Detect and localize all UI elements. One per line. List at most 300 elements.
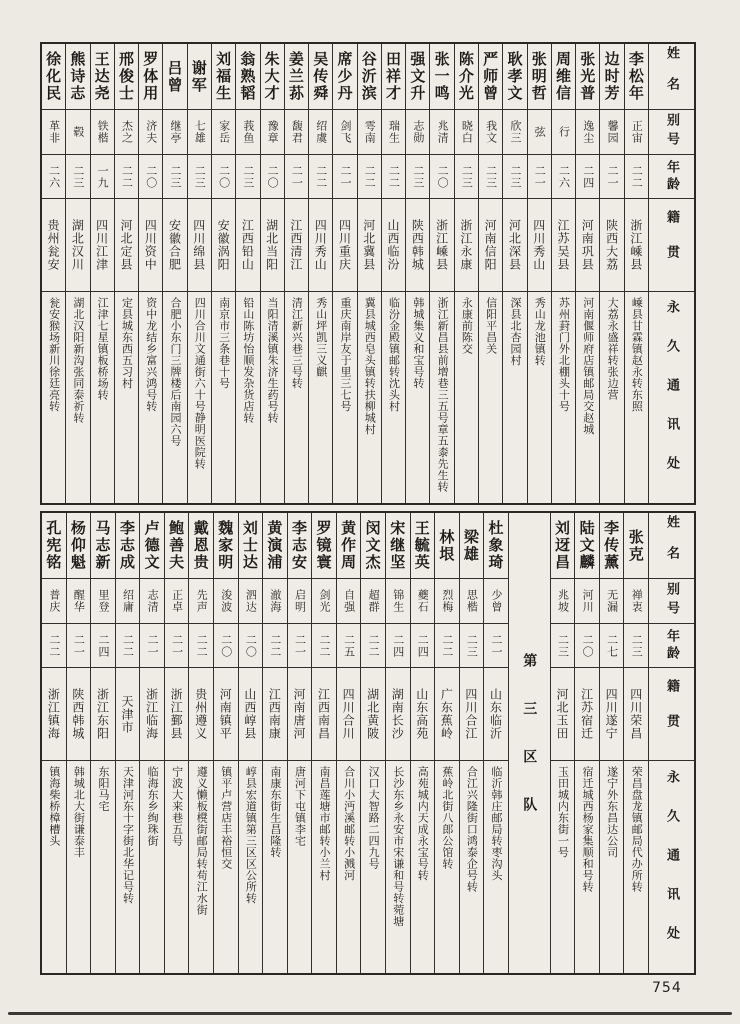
entry-column (360, 513, 385, 973)
entry-age: 二三 (556, 633, 570, 658)
entry-name: 杜象琦 (486, 520, 505, 571)
column-header-address-cell (649, 292, 694, 503)
entry-name: 张光普 (578, 51, 597, 102)
entry-age: 二二 (387, 164, 401, 189)
entry-name-cell (333, 44, 356, 110)
entry-native-cell (66, 199, 89, 292)
entry-address-cell (42, 292, 65, 503)
entry-age: 二二 (318, 633, 332, 658)
entry-age: 二一 (489, 633, 503, 658)
entry-column (115, 513, 140, 973)
entry-column (213, 513, 238, 973)
entry-age-cell (624, 624, 648, 668)
entry-native: 湖北汉川 (70, 219, 85, 271)
entry-name: 孔宪铭 (44, 520, 63, 571)
entry-native-cell (435, 668, 459, 761)
entry-address: 荣昌盘龙镇邮局代办所转 (630, 766, 644, 893)
entry-age-cell (188, 155, 211, 199)
column-header-age-cell (649, 155, 694, 199)
entry-alias: 锦生 (391, 589, 405, 613)
entry-age-cell (600, 155, 623, 199)
entry-name: 李志成 (118, 520, 137, 571)
entry-name: 宋继坚 (388, 520, 407, 571)
entry-address-cell (600, 292, 623, 503)
entry-age: 二六 (557, 164, 571, 189)
entry-address-cell (165, 761, 189, 973)
entry-alias-cell (91, 579, 115, 624)
entry-name-cell (600, 513, 624, 579)
entry-native: 陕西韩城 (410, 219, 425, 271)
entry-alias-cell (285, 110, 308, 155)
entry-age-cell (140, 624, 164, 668)
entry-age-cell (42, 624, 66, 668)
entry-alias-cell (337, 579, 361, 624)
section-label: 第三区队 (521, 653, 538, 845)
column-header-name: 姓名 (664, 45, 679, 108)
entry-alias: 里登 (96, 589, 110, 613)
entry-alias-cell (382, 110, 405, 155)
entry-native: 浙江鄞县 (169, 688, 184, 740)
entry-age-cell (575, 624, 599, 668)
entry-name: 卢德文 (142, 520, 161, 571)
entry-age: 二二 (314, 164, 328, 189)
entry-name: 翁熟韬 (238, 51, 257, 102)
entry-age-cell (600, 624, 624, 668)
entry-name-cell (624, 513, 648, 579)
entry-native: 四川江津 (94, 219, 109, 271)
entry-address: 南康东街生昌隆转 (268, 766, 282, 858)
entry-native: 四川秀山 (313, 219, 328, 271)
entry-native: 河南巩县 (580, 219, 595, 271)
entry-address-cell (552, 292, 575, 503)
entry-alias: 泗达 (244, 589, 258, 613)
entry-address-cell (239, 761, 263, 973)
entry-name-cell (479, 44, 502, 110)
entry-native: 山东临沂 (488, 688, 503, 740)
entry-address-cell (67, 761, 91, 973)
entry-alias: 澈海 (268, 589, 282, 613)
entry-name: 黄演浦 (265, 520, 284, 571)
entry-alias: 无漏 (605, 589, 619, 613)
entry-alias-cell (115, 110, 138, 155)
entry-native-cell (312, 668, 336, 761)
entry-name: 谷沂滨 (359, 51, 378, 102)
entry-alias: 正卓 (170, 589, 184, 613)
column-header-name-cell (649, 44, 694, 110)
entry-alias: 正宙 (630, 120, 644, 144)
column-header-native-cell (649, 199, 694, 292)
entry-native: 四川荣昌 (628, 688, 643, 740)
entry-alias: 绍虞 (314, 120, 328, 144)
entry-alias: 革非 (47, 120, 61, 144)
entry-column (550, 513, 575, 973)
entry-alias: 铁楷 (96, 120, 110, 144)
entry-native: 四川秀山 (531, 219, 546, 271)
entry-name-cell (382, 44, 405, 110)
entry-address-cell (140, 761, 164, 973)
entry-name-cell (163, 44, 186, 110)
entry-age-cell (503, 155, 526, 199)
entry-column (284, 44, 308, 503)
entry-column (624, 44, 648, 503)
entry-alias-cell (239, 579, 263, 624)
entry-alias-cell (312, 579, 336, 624)
entry-name: 边时芳 (602, 51, 621, 102)
entry-alias: 浚波 (219, 589, 233, 613)
entry-age: 二二 (630, 164, 644, 189)
entry-native-cell (67, 668, 91, 761)
entry-alias-cell (528, 110, 551, 155)
entry-alias-cell (236, 110, 259, 155)
entry-native: 山西临汾 (386, 219, 401, 271)
entry-address-cell (411, 761, 435, 973)
entry-address-cell (288, 761, 312, 973)
entry-name-cell (386, 513, 410, 579)
entry-native: 江西南昌 (316, 688, 331, 740)
entry-name: 马志新 (93, 520, 112, 571)
entry-native-cell (503, 199, 526, 292)
entry-name: 陈介光 (456, 51, 475, 102)
entry-age-cell (214, 624, 238, 668)
entry-native-cell (91, 199, 114, 292)
entry-column (381, 44, 405, 503)
entry-name-cell (575, 513, 599, 579)
entry-address-cell (455, 292, 478, 503)
entry-native: 湖北当阳 (264, 219, 279, 271)
entry-column (262, 513, 287, 973)
column-header-alias-cell (649, 110, 694, 155)
entry-address-cell (261, 292, 284, 503)
entry-name-cell (263, 513, 287, 579)
entry-native-cell (309, 199, 332, 292)
entry-age: 二〇 (217, 164, 231, 189)
entry-name-cell (140, 513, 164, 579)
entry-native-cell (552, 199, 575, 292)
entry-name: 刘士达 (240, 520, 259, 571)
entry-age-cell (288, 624, 312, 668)
entry-native: 浙江东阳 (95, 688, 110, 740)
entry-name-cell (91, 44, 114, 110)
entry-name-cell (165, 513, 189, 579)
entry-column (336, 513, 361, 973)
entry-native: 江苏吴县 (556, 219, 571, 271)
column-header-name: 姓名 (664, 514, 679, 577)
column-header-age: 年龄 (664, 159, 679, 194)
entry-address: 南京市三条巷十号 (217, 297, 231, 389)
entry-address: 湖北汉阳新沟张同泰祈转 (71, 297, 85, 424)
entry-alias: 剑光 (318, 589, 332, 613)
entry-native-cell (460, 668, 484, 761)
entry-name: 姜兰荪 (286, 51, 305, 102)
entry-age: 二一 (293, 633, 307, 658)
entry-native: 河南镇平 (218, 688, 233, 740)
header-column (648, 513, 694, 973)
entry-name-cell (625, 44, 648, 110)
entry-age: 二〇 (219, 633, 233, 658)
entry-name: 梁雄 (461, 528, 480, 563)
entry-age-cell (337, 624, 361, 668)
entry-age-cell (285, 155, 308, 199)
entry-native: 陕西韩城 (70, 688, 85, 740)
entry-address-cell (188, 292, 211, 503)
entry-age: 二二 (47, 633, 61, 658)
entry-alias-cell (503, 110, 526, 155)
entry-native: 浙江镇海 (46, 688, 61, 740)
entry-column (357, 44, 381, 503)
entry-age-cell (479, 155, 502, 199)
entry-name-cell (67, 513, 91, 579)
entry-native-cell (188, 199, 211, 292)
entry-name-cell (361, 513, 385, 579)
column-header-alias: 别号 (664, 113, 679, 151)
entry-alias: 志勋 (411, 120, 425, 144)
entry-alias: 夔石 (416, 589, 430, 613)
entry-age-cell (212, 155, 235, 199)
entry-alias: 超群 (367, 589, 381, 613)
entry-alias: 自强 (342, 589, 356, 613)
entry-address-cell (42, 761, 66, 973)
entry-age-cell (552, 155, 575, 199)
entry-native-cell (386, 668, 410, 761)
entry-name-cell (91, 513, 115, 579)
entry-column (332, 44, 356, 503)
entry-age-cell (239, 624, 263, 668)
entry-alias-cell (435, 579, 459, 624)
entry-native: 河南唐河 (291, 688, 306, 740)
entry-address-cell (312, 761, 336, 973)
entry-column (502, 44, 526, 503)
entry-name: 邢俊士 (116, 51, 135, 102)
entry-name-cell (66, 44, 89, 110)
entry-column (187, 44, 211, 503)
entry-age: 二四 (96, 633, 110, 658)
entry-alias: 兆清 (436, 120, 450, 144)
entry-age: 二一 (290, 164, 304, 189)
entry-native-cell (382, 199, 405, 292)
entry-name-cell (116, 513, 140, 579)
entry-native: 河北深县 (507, 219, 522, 271)
entry-address: 资中龙结乡富兴鸿号转 (144, 297, 158, 412)
entry-native-cell (406, 199, 429, 292)
entry-alias-cell (42, 579, 66, 624)
entry-name-cell (455, 44, 478, 110)
entry-native: 浙江临海 (144, 688, 159, 740)
entry-address-cell (624, 761, 648, 973)
entry-column (66, 513, 91, 973)
entry-age-cell (361, 624, 385, 668)
entry-native-cell (333, 199, 356, 292)
entry-age-cell (139, 155, 162, 199)
entry-native-cell (139, 199, 162, 292)
entry-address-cell (337, 761, 361, 973)
entry-name: 席少丹 (335, 51, 354, 102)
entry-alias-cell (42, 110, 65, 155)
entry-address-cell (91, 292, 114, 503)
entry-age-cell (309, 155, 332, 199)
entry-alias-cell (552, 110, 575, 155)
entry-age: 二四 (581, 164, 595, 189)
entry-alias: 先声 (195, 589, 209, 613)
entry-name: 田祥才 (384, 51, 403, 102)
entry-address: 镇平卢营店丰裕恒交 (219, 766, 233, 870)
entry-name: 张一鸣 (432, 51, 451, 102)
entry-name: 朱大才 (262, 51, 281, 102)
entry-native-cell (625, 199, 648, 292)
entry-address: 大荔永盛祥转张边营 (606, 297, 620, 401)
entry-name: 徐化民 (44, 51, 63, 102)
entry-age: 二一 (606, 164, 620, 189)
entry-address: 合肥小东门三牌楼后南园六号 (169, 297, 183, 447)
column-header-native: 籍贯 (664, 210, 679, 280)
entry-address: 临沂韩庄邮局转枣沟头 (489, 766, 503, 881)
entry-name-cell (261, 44, 284, 110)
entry-address: 合川小沔溪邮转小溅河 (342, 766, 356, 881)
entry-native: 四川资中 (143, 219, 158, 271)
entry-age: 二七 (605, 633, 619, 658)
entry-alias: 馥君 (290, 120, 304, 144)
entry-age-cell (91, 624, 115, 668)
entry-native: 四川遂宁 (604, 688, 619, 740)
entry-column (575, 44, 599, 503)
entry-address: 铅山陈坊怡顺发杂货店转 (241, 297, 255, 424)
header-column (648, 44, 694, 503)
entry-native: 河南信阳 (483, 219, 498, 271)
entry-alias-cell (411, 579, 435, 624)
entry-name: 吕曾 (165, 59, 184, 94)
entry-column (90, 513, 115, 973)
entry-name: 耿孝文 (505, 51, 524, 102)
entry-name-cell (214, 513, 238, 579)
column-header-alias-cell (649, 579, 694, 624)
entry-address: 江津七星镇板桥场转 (96, 297, 110, 401)
entry-age-cell (528, 155, 551, 199)
entry-name-cell (503, 44, 526, 110)
entry-address: 南昌莲塘市邮转小兰村 (318, 766, 332, 881)
entry-address-cell (382, 292, 405, 503)
entry-alias: 河川 (581, 589, 595, 613)
entry-alias-cell (455, 110, 478, 155)
entry-name: 吴传舜 (311, 51, 330, 102)
entry-column (527, 44, 551, 503)
entry-column (65, 44, 89, 503)
entry-address: 天津河东十字街北华记号转 (121, 766, 135, 904)
entry-column (385, 513, 410, 973)
entry-alias-cell (288, 579, 312, 624)
entry-name: 严师曾 (481, 51, 500, 102)
entry-alias: 逸尘 (581, 120, 595, 144)
entry-name-cell (212, 44, 235, 110)
entry-address: 秀山龙池镇转 (533, 297, 547, 366)
entry-column (235, 44, 259, 503)
entry-native: 安徽合肥 (167, 219, 182, 271)
entry-alias: 少曾 (489, 589, 503, 613)
entry-age: 二五 (342, 633, 356, 658)
entry-age-cell (460, 624, 484, 668)
entry-address-cell (212, 292, 235, 503)
entry-native: 广东蕉岭 (439, 688, 454, 740)
entry-address-cell (575, 761, 599, 973)
column-header-name-cell (649, 513, 694, 579)
column-header-address: 永久通讯处 (664, 300, 679, 495)
entry-alias-cell (66, 110, 89, 155)
entry-alias: 兆坡 (556, 589, 570, 613)
entry-age: 二二 (440, 633, 454, 658)
entry-address: 崞县宏道镇第三区区公所转 (244, 766, 258, 904)
scan-artifact-line (8, 1012, 732, 1015)
entry-name-cell (552, 44, 575, 110)
entry-address: 韩城集义和宝号转 (411, 297, 425, 389)
entry-alias-cell (165, 579, 189, 624)
section-label-column (508, 513, 550, 973)
entry-native: 河北冀县 (361, 219, 376, 271)
entry-native: 四川合川 (341, 688, 356, 740)
entry-native-cell (263, 668, 287, 761)
entry-alias-cell (484, 579, 508, 624)
entry-age: 二三 (193, 164, 207, 189)
entry-age-cell (484, 624, 508, 668)
entry-alias-cell (212, 110, 235, 155)
entry-name-cell (115, 44, 138, 110)
entry-alias-cell (575, 579, 599, 624)
entry-native-cell (600, 668, 624, 761)
entry-native: 四川绵县 (191, 219, 206, 271)
entry-name: 谢军 (189, 59, 208, 94)
entry-native-cell (288, 668, 312, 761)
entry-column (287, 513, 312, 973)
entry-address-cell (406, 292, 429, 503)
entry-name: 刘迓昌 (553, 520, 572, 571)
entry-address-cell (285, 292, 308, 503)
entry-column (405, 44, 429, 503)
entry-age: 二二 (120, 164, 134, 189)
entry-age: 二〇 (581, 633, 595, 658)
entry-address: 唐河下屯镇李宅 (293, 766, 307, 847)
entry-address: 永康前陈交 (460, 297, 474, 355)
entry-native: 浙江永康 (458, 219, 473, 271)
entry-name: 戴恩贵 (191, 520, 210, 571)
entry-address-cell (386, 761, 410, 973)
entry-alias: 馨园 (606, 120, 620, 144)
entry-age: 二一 (338, 164, 352, 189)
entry-name-cell (309, 44, 332, 110)
entry-address-cell (528, 292, 551, 503)
entry-column (454, 44, 478, 503)
entry-age-cell (625, 155, 648, 199)
entry-name-cell (430, 44, 453, 110)
entry-address: 宁波大来巷五号 (170, 766, 184, 847)
entry-address: 遵义懒板櫈街邮局转苟江水街 (195, 766, 209, 916)
entry-age: 二三 (460, 164, 474, 189)
entry-name: 杨仰魁 (68, 520, 87, 571)
entry-age-cell (411, 624, 435, 668)
entry-name-cell (139, 44, 162, 110)
entry-alias-cell (189, 579, 213, 624)
entry-alias-cell (91, 110, 114, 155)
entry-native: 河北定县 (118, 219, 133, 271)
entry-age: 二〇 (244, 633, 258, 658)
entry-name: 王毓英 (412, 520, 431, 571)
entry-age-cell (576, 155, 599, 199)
entry-age-cell (115, 155, 138, 199)
entry-alias: 烈梅 (440, 589, 454, 613)
entry-name-cell (460, 513, 484, 579)
entry-age: 二三 (241, 164, 255, 189)
entry-column (238, 513, 263, 973)
entry-name: 王达尧 (92, 51, 111, 102)
entry-native: 江西清江 (288, 219, 303, 271)
entry-age-cell (189, 624, 213, 668)
entry-name: 李志安 (289, 520, 308, 571)
